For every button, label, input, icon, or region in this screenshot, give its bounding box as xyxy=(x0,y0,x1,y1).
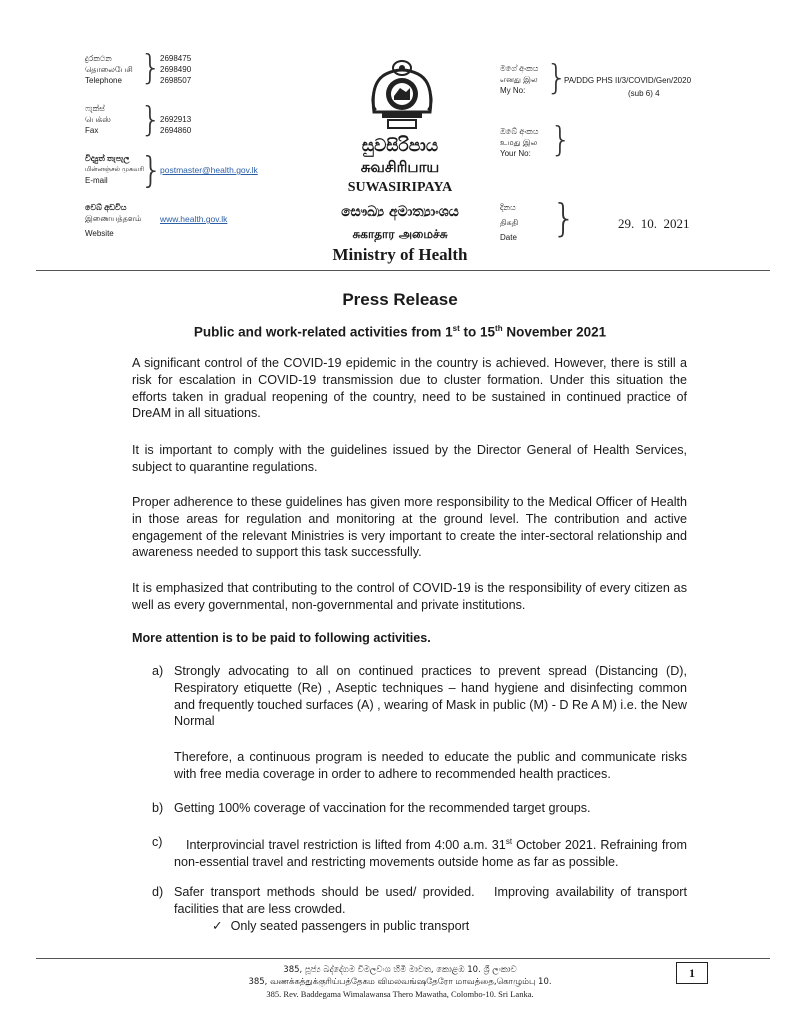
your-no-labels xyxy=(500,126,539,159)
phone-label-ta: தொலைபேசி xyxy=(85,65,133,74)
item-text: Safer transport methods should be used/ provided. Improving availability of transport facilities that are less crowded. xyxy=(174,885,691,916)
item-text: Getting 100% coverage of vaccination for the recommended target groups. xyxy=(174,801,591,815)
phone-label-en: Telephone xyxy=(85,76,122,85)
date-brace: } xyxy=(552,196,577,240)
email-label-si: විද්‍යුත් තැපැල xyxy=(85,154,130,163)
phone-number: 2698475 xyxy=(160,54,192,63)
my-no-label-ta: எனது இல xyxy=(500,75,538,84)
phone-label-si: දුරකථන xyxy=(85,54,112,63)
fax-label-ta: பெக்ஸ் xyxy=(85,115,111,124)
checkmark-icon: ✓ xyxy=(212,919,223,933)
your-no-label-si: ඔබේ අංකය xyxy=(500,127,539,136)
fax-label-en: Fax xyxy=(85,126,99,135)
ministry-tamil: சுகாதார அமைச்சு xyxy=(352,227,448,241)
subtitle-part: Public and work-related activities from 1 xyxy=(193,324,453,340)
email-label-en: E-mail xyxy=(85,176,108,185)
my-no-value-line1: PA/DDG PHS II/3/COVID/Gen/2020 xyxy=(564,76,692,85)
item-label: c) xyxy=(152,835,163,849)
footer-divider xyxy=(36,958,770,959)
your-no-label-en: Your No: xyxy=(500,149,531,158)
your-no-brace: } xyxy=(550,120,572,160)
item-text-part: October 2021. Refraining from non-essential travel and restricting movements outside home as far as possible. xyxy=(174,838,691,869)
email-brace: } xyxy=(140,150,163,191)
footer-address-si: 385, පූජ්‍ය බද්දේගම විමලවංශ හිමි මාවත, කොළඹ 10. ශ්‍රී ලංකාව xyxy=(283,965,517,975)
my-no-brace: } xyxy=(546,58,568,98)
paragraph: Proper adherence to these guidelines has given more responsibility to the Medical Officer of Health in those areas for regulation and monitoring at the ground level. The contribution and active engagement of the relevant Ministries is very important to create the inter-sectoral relationship and awareness needed to support this task successfully. xyxy=(132,495,687,560)
website-label-en: Website xyxy=(85,229,114,238)
fax-labels xyxy=(85,103,111,136)
my-no-label-si: මගේ අංකය xyxy=(500,64,539,73)
phone-number: 2698490 xyxy=(160,65,192,74)
item-text xyxy=(174,834,691,871)
fax-number: 2694860 xyxy=(160,126,192,135)
paragraph: A significant control of the COVID-19 epidemic in the country is achieved. However, there is still a risk for escalation in COVID-19 transmission due to cluster formation. Under this situation the efforts taken in gradual reopening of the country, need to be sustained in continued practice of DreAM in all situations. xyxy=(132,356,687,421)
my-no-labels xyxy=(500,63,538,96)
ministry-sinhala: සෞඛ්‍ය අමාත්‍යාංශය xyxy=(341,204,459,220)
page-number: 1 xyxy=(676,962,708,984)
fax-brace: } xyxy=(140,100,162,140)
phone-numbers xyxy=(160,53,191,86)
fax-numbers xyxy=(160,114,191,136)
date-value: 29. 10. 2021 xyxy=(618,216,690,231)
website-label-si: වෙබ් අඩවිය xyxy=(85,203,127,212)
date-labels xyxy=(500,202,518,243)
paragraph: It is emphasized that contributing to the control of COVID-19 is the responsibility of every citizen as well as every governmental, non-governmental and private institutions. xyxy=(132,581,687,612)
suwasiripaya-tamil: சுவசிரிபாய xyxy=(360,158,440,176)
subtitle-sup: st xyxy=(452,324,460,333)
your-no-label-ta: உமது இல xyxy=(500,138,538,147)
phone-brace: } xyxy=(140,48,162,88)
ministry-english: Ministry of Health xyxy=(332,245,468,264)
suwasiripaya-sinhala: සුවසිරිපාය xyxy=(361,136,439,156)
subtitle-sup: th xyxy=(495,324,503,333)
attention-heading: More attention is to be paid to following activities. xyxy=(132,631,431,645)
date-label-si: දිනය xyxy=(500,203,516,212)
item-text: Therefore, a continuous program is needed to educate the public and communicate risks with free media coverage in order to adhere to recommended health practices. xyxy=(174,750,687,781)
bullet-text: Only seated passengers in public transport xyxy=(230,919,470,933)
item-label: a) xyxy=(152,664,164,678)
date-label-ta: திகதி xyxy=(500,218,519,227)
item-text-sup: st xyxy=(505,837,513,846)
website-label-ta: இணையத்தளம் xyxy=(85,214,142,223)
phone-number: 2698507 xyxy=(160,76,192,85)
page-title: Press Release xyxy=(342,290,458,309)
my-no-label-en: My No: xyxy=(500,86,526,95)
subtitle-part: November 2021 xyxy=(502,324,607,340)
suwasiripaya-english: SUWASIRIPAYA xyxy=(347,180,453,195)
email-link[interactable]: postmaster@health.gov.lk xyxy=(160,165,258,175)
footer-address-en: 385. Rev. Baddegama Wimalawansa Thero Mawatha, Colombo-10. Sri Lanka. xyxy=(266,989,534,999)
page-subtitle xyxy=(0,324,800,340)
item-text-part: Interprovincial travel restriction is lifted from 4:00 a.m. 31 xyxy=(174,838,506,853)
government-emblem-icon xyxy=(366,52,438,130)
fax-number: 2692913 xyxy=(160,115,192,124)
item-label: d) xyxy=(152,885,164,899)
header-divider xyxy=(36,270,770,271)
bullet-item xyxy=(212,918,469,935)
email-label-ta: மின்னஞ்சல் முகவரி xyxy=(85,166,145,173)
item-text: Strongly advocating to all on continued practices to prevent spread (Distancing (D), Respiratory etiquette (Re) , Aseptic techniques – hand hygiene and disinfecting common and frequently touched surfaces (A) , wearing of Mask in public (M) - D Re A M) i.e. the New Normal xyxy=(174,664,687,729)
date-label-en: Date xyxy=(500,233,517,242)
email-labels xyxy=(85,153,144,186)
item-label: b) xyxy=(152,801,164,815)
subtitle-part: to 15 xyxy=(459,324,496,340)
my-no-value-line2: (sub 6) 4 xyxy=(628,89,660,98)
website-labels xyxy=(85,202,141,239)
paragraph: It is important to comply with the guidelines issued by the Director General of Health Services, subject to quarantine regulations. xyxy=(132,443,687,474)
website-link[interactable]: www.health.gov.lk xyxy=(160,214,228,224)
fax-label-si: ෆැක්ස් xyxy=(85,104,105,113)
footer-address-ta: 385, வணக்கத்துக்குரிய்பத்தேகம விமலவங்ஷதேரோ மாவத்தை,கொழும்பு 10. xyxy=(248,977,552,987)
